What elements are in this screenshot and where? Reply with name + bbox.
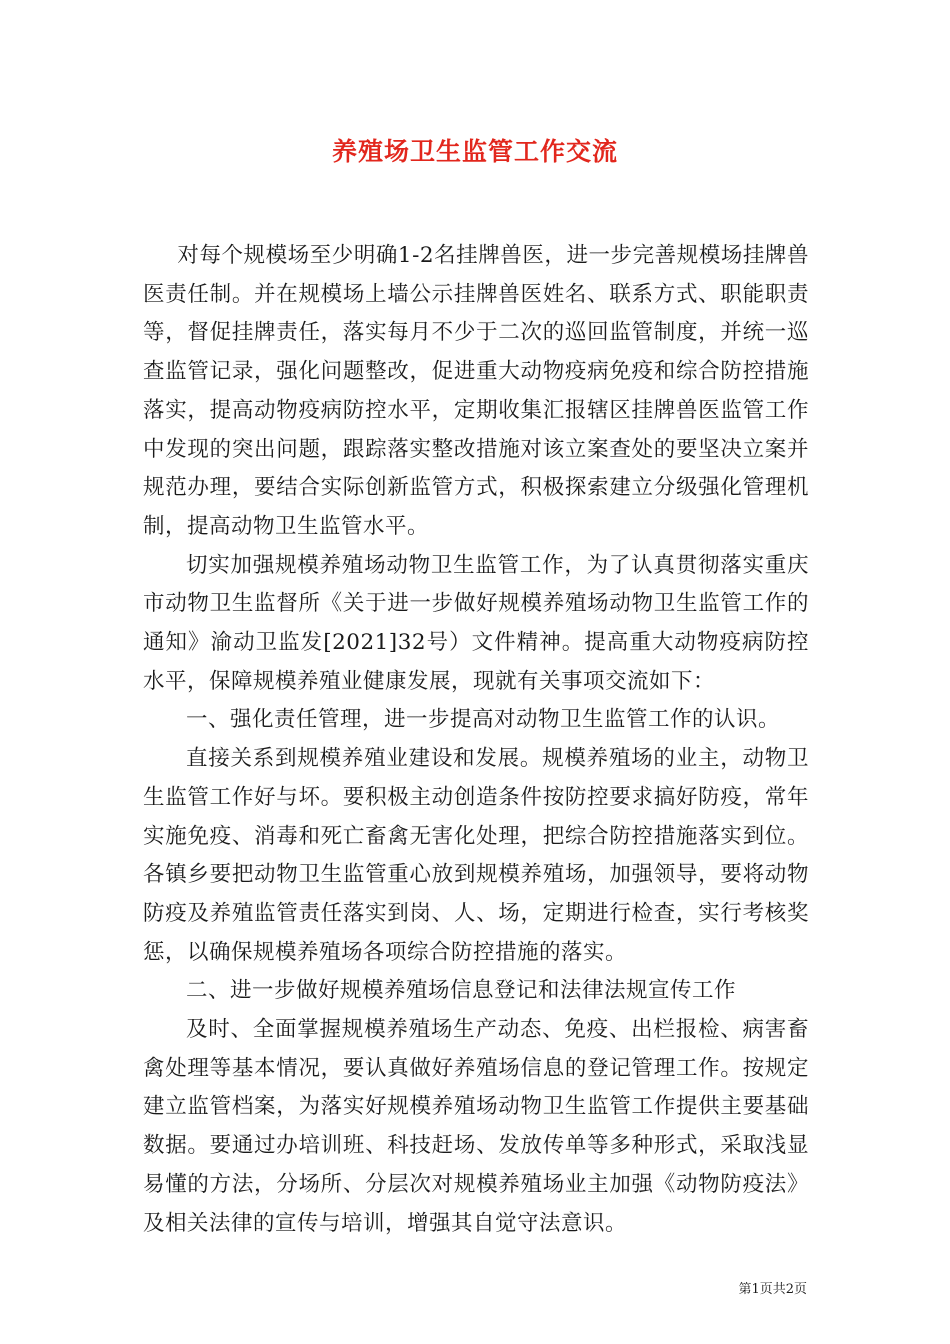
paragraph-1: 对每个规模场至少明确1-2名挂牌兽医，进一步完善规模场挂牌兽医责任制。并在规模场上墙公示挂牌兽医姓名、联系方式、职能职责等，督促挂牌责任，落实每月不少于二次的巡回监管制度，并统一巡查监管记录，强化问题整改，促进重大动物疫病免疫和综合防控措施落实，提高动物疫病防控水平，定期收集汇报辖区挂牌兽医监管工作中发现的突出问题，跟踪落实整改措施对该立案查处的要坚决立案并规范办理，要结合实际创新监管方式，积极探索建立分级强化管理机制，提高动物卫生监管水平。 — [143, 243, 809, 539]
section-heading-2: 二、进一步做好规模养殖场信息登记和法律法规宣传工作 — [186, 978, 737, 1004]
page-number-footer: 第1页共2页 — [738, 1282, 807, 1297]
section-heading-1: 一、强化责任管理，进一步提高对动物卫生监管工作的认识。 — [186, 707, 781, 733]
paragraph-2: 切实加强规模养殖场动物卫生监管工作，为了认真贯彻落实重庆市动物卫生监督所《关于进一步做好规模养殖场动物卫生监管工作的通知》渝动卫监发[2021]32号）文件精神。提高重大动物疫病防控水平，保障规模养殖业健康发展，现就有关事项交流如下： — [143, 552, 809, 694]
paragraph-4: 及时、全面掌握规模养殖场生产动态、免疫、出栏报检、病害畜禽处理等基本情况，要认真做好养殖场信息的登记管理工作。按规定建立监管档案，为落实好规模养殖场动物卫生监管工作提供主要基础数据。要通过办培训班、科技赶场、发放传单等多种形式，采取浅显易懂的方法，分场所、分层次对规模养殖场业主加强《动物防疫法》及相关法律的宣传与培训，增强其自觉守法意识。 — [143, 1017, 809, 1236]
document-body — [143, 237, 809, 1243]
document-title: 养殖场卫生监管工作交流 — [331, 137, 618, 166]
paragraph-3: 直接关系到规模养殖业建设和发展。规模养殖场的业主，动物卫生监管工作好与坏。要积极主动创造条件按防控要求搞好防疫，常年实施免疫、消毒和死亡畜禽无害化处理，把综合防控措施落实到位。各镇乡要把动物卫生监管重心放到规模养殖场，加强领导，要将动物防疫及养殖监管责任落实到岗、人、场，定期进行检查，实行考核奖惩，以确保规模养殖场各项综合防控措施的落实。 — [143, 746, 809, 965]
